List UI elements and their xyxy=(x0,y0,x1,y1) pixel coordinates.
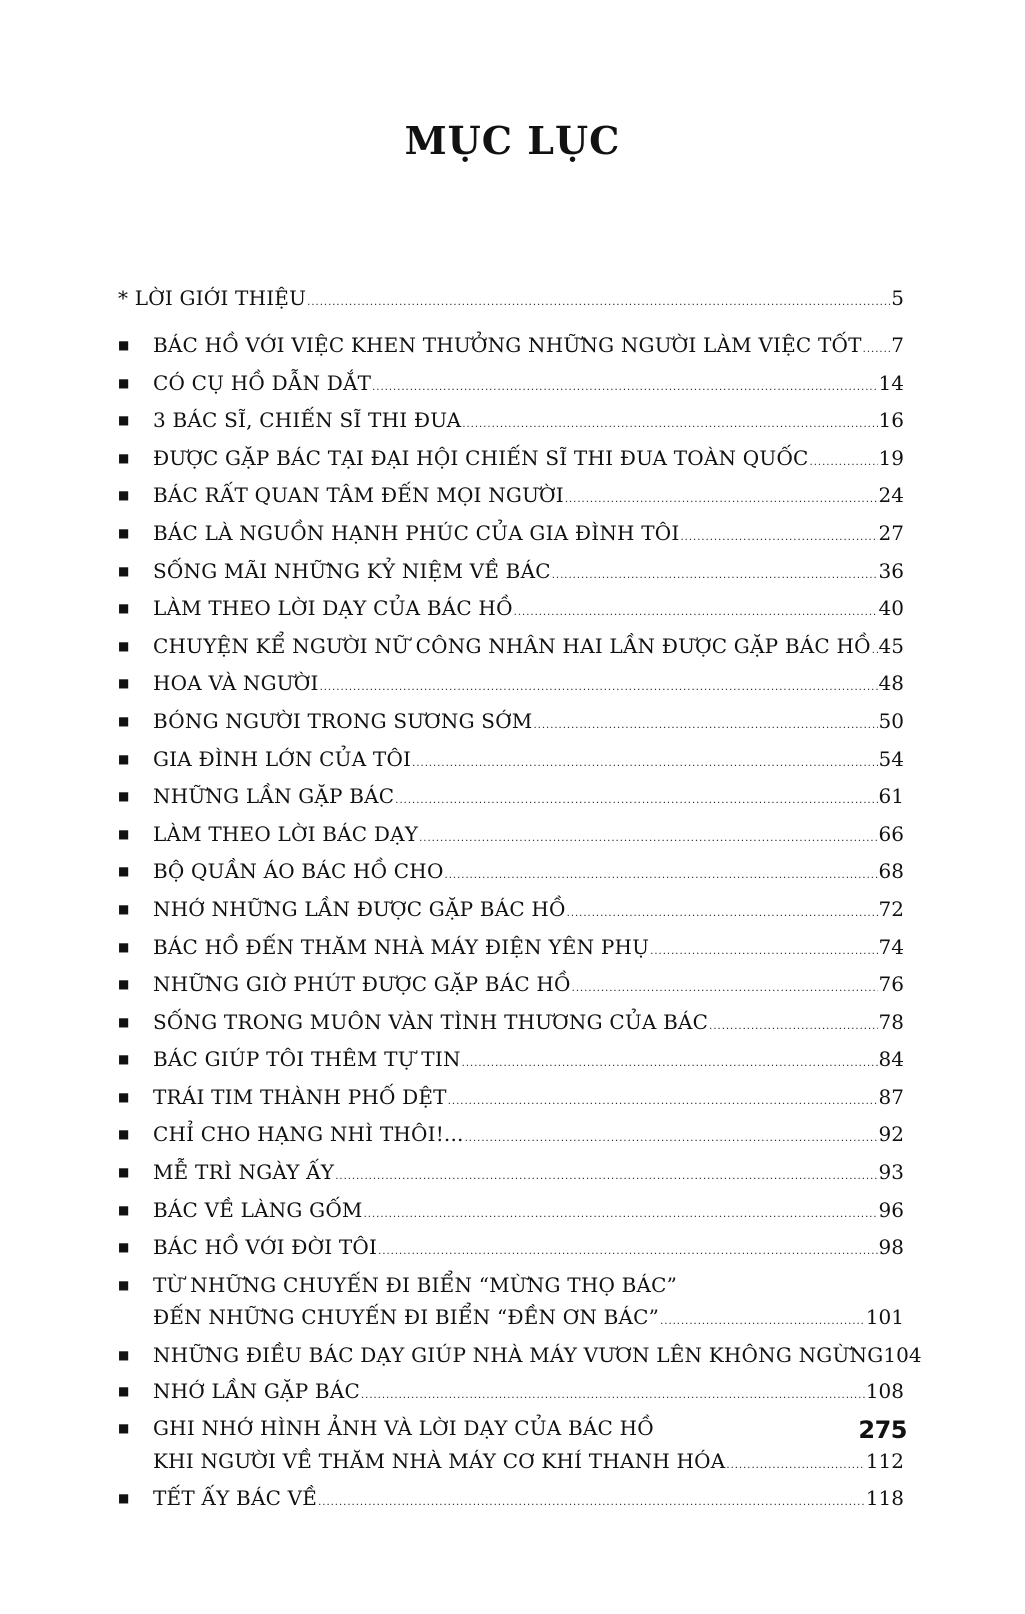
toc-entry-title: HOA VÀ NGƯỜI xyxy=(153,671,319,696)
toc-entry-line xyxy=(153,667,904,705)
toc-entry xyxy=(118,1412,904,1482)
toc-entry-body xyxy=(153,1375,904,1413)
toc-entry-line xyxy=(153,1118,904,1156)
toc-entry-title: TRÁI TIM THÀNH PHỐ DỆT xyxy=(153,1084,447,1109)
dot-leader xyxy=(462,409,877,442)
square-bullet-icon: ■ xyxy=(118,1052,130,1067)
toc-entry-title: MỄ TRÌ NGÀY ẤY xyxy=(153,1160,335,1185)
toc-entry-page: 76 xyxy=(878,972,904,997)
toc-entry-body xyxy=(153,1412,904,1482)
dot-leader xyxy=(650,936,877,969)
dot-leader xyxy=(565,484,878,517)
toc-entry xyxy=(118,442,904,480)
toc-entry-body xyxy=(153,555,904,593)
toc-entry-body xyxy=(153,442,904,480)
toc-entry-page: 87 xyxy=(878,1084,904,1109)
square-bullet-icon: ■ xyxy=(118,375,130,390)
toc-entry-page: 27 xyxy=(878,520,904,545)
toc-entry-page: 108 xyxy=(865,1378,904,1403)
toc-entry-page: 78 xyxy=(878,1009,904,1034)
toc-entry-title: BÁC HỒ VỚI ĐỜI TÔI xyxy=(153,1235,378,1260)
toc-entry-page: 101 xyxy=(865,1305,904,1330)
square-bullet-icon: ■ xyxy=(118,1202,130,1217)
toc-entry-title: LÀM THEO LỜI DẠY CỦA BÁC HỒ xyxy=(153,596,513,621)
toc-entry-title: TẾT ẤY BÁC VỀ xyxy=(153,1486,318,1511)
square-bullet-icon: ■ xyxy=(118,939,130,954)
toc-entry-title: CÓ CỤ HỒ DẪN DẮT xyxy=(153,370,372,395)
toc-entry-title: NHỮNG GIỜ PHÚT ĐƯỢC GẶP BÁC HỒ xyxy=(153,972,571,997)
toc-entry-line xyxy=(153,1482,904,1520)
square-bullet-icon: ■ xyxy=(118,1089,130,1104)
toc-entry xyxy=(118,1231,904,1269)
dot-leader xyxy=(660,1306,865,1339)
dot-leader xyxy=(372,372,877,405)
toc-entry-title: NHỮNG LẦN GẶP BÁC xyxy=(153,784,395,809)
toc-entry-title: BÁC HỒ VỚI VIỆC KHEN THƯỞNG NHỮNG NGƯỜI LÀM VIỆC TỐT xyxy=(153,333,862,357)
dot-leader xyxy=(514,597,878,630)
toc-entry-page: 5 xyxy=(891,286,904,310)
toc-entry-body xyxy=(153,630,904,668)
toc-entry-page: 54 xyxy=(878,746,904,771)
toc-entry-line xyxy=(153,743,904,781)
toc-entry-page: 118 xyxy=(865,1486,904,1511)
toc-entry-line xyxy=(153,818,904,856)
square-bullet-icon: ■ xyxy=(118,789,130,804)
square-bullet-icon: ■ xyxy=(118,713,130,728)
toc-entry-line xyxy=(153,1081,904,1119)
dot-leader xyxy=(810,447,878,480)
page-title: MỤC LỤC xyxy=(404,118,621,163)
toc-entry xyxy=(118,893,904,931)
dot-leader xyxy=(567,898,878,931)
dot-leader xyxy=(318,1487,865,1520)
toc-entry xyxy=(118,592,904,630)
toc-entry-body xyxy=(153,893,904,931)
toc-entry-title: BỘ QUẦN ÁO BÁC HỒ CHO xyxy=(153,859,444,884)
toc-entry-page: 96 xyxy=(878,1197,904,1222)
square-bullet-icon: ■ xyxy=(118,1277,130,1292)
toc-entry-line xyxy=(153,893,904,931)
toc-entry xyxy=(118,630,904,668)
toc-entry xyxy=(118,517,904,555)
square-bullet-icon: ■ xyxy=(118,751,130,766)
toc-entry-title: BÓNG NGƯỜI TRONG SƯƠNG SỚM xyxy=(153,708,533,733)
toc-entry xyxy=(118,818,904,856)
dot-leader xyxy=(448,1086,878,1119)
dot-leader xyxy=(462,1048,878,1081)
dot-leader xyxy=(863,334,891,367)
toc-entry-line xyxy=(153,404,904,442)
toc-entry-page: 98 xyxy=(878,1235,904,1260)
square-bullet-icon: ■ xyxy=(118,1240,130,1255)
toc-entry xyxy=(118,367,904,405)
toc-entry-title: NHỚ NHỮNG LẦN ĐƯỢC GẶP BÁC HỒ xyxy=(153,896,566,921)
toc-entry xyxy=(118,1156,904,1194)
square-bullet-icon: ■ xyxy=(118,1127,130,1142)
toc-entry-page: 112 xyxy=(865,1448,904,1473)
toc-entry-line xyxy=(153,517,904,555)
toc-entry-body xyxy=(153,743,904,781)
toc-entry-page: 61 xyxy=(878,784,904,809)
toc-intro-entry xyxy=(118,282,904,319)
toc-entry xyxy=(118,479,904,517)
square-bullet-icon: ■ xyxy=(118,826,130,841)
toc-entry-line xyxy=(153,367,904,405)
toc-entry-body xyxy=(153,517,904,555)
dot-leader xyxy=(552,560,878,593)
square-bullet-icon: ■ xyxy=(118,525,130,540)
toc-entry-line xyxy=(153,442,904,480)
toc-entry-line xyxy=(153,855,904,893)
toc-entry-page: 45 xyxy=(878,633,904,658)
toc-entry-title: BÁC RẤT QUAN TÂM ĐẾN MỌI NGƯỜI xyxy=(153,483,564,508)
toc-entry-line xyxy=(153,1043,904,1081)
toc-entry-body xyxy=(153,931,904,969)
square-bullet-icon: ■ xyxy=(118,450,130,465)
toc-entry-title: CHUYỆN KỂ NGƯỜI NỮ CÔNG NHÂN HAI LẦN ĐƯỢC GẶP BÁC HỒ xyxy=(153,633,871,658)
toc-entry-body xyxy=(153,329,904,367)
toc-entry-body xyxy=(153,1081,904,1119)
toc-entry xyxy=(118,705,904,743)
toc-entry-title: NHỮNG ĐIỀU BÁC DẠY GIÚP NHÀ MÁY VƯƠN LÊN KHÔNG NGỪNG xyxy=(153,1343,884,1368)
toc-entry xyxy=(118,1043,904,1081)
toc-entry-line xyxy=(153,1375,904,1413)
toc-entry xyxy=(118,1118,904,1156)
toc-entry-body xyxy=(153,1194,904,1232)
toc-entry-body xyxy=(153,667,904,705)
square-bullet-icon: ■ xyxy=(118,1383,130,1398)
toc-entry-line xyxy=(153,329,904,367)
dot-leader xyxy=(445,860,878,893)
toc-entry-page: 24 xyxy=(878,483,904,508)
square-bullet-icon: ■ xyxy=(118,601,130,616)
toc-entry-line xyxy=(153,1301,904,1339)
toc-entry-title: BÁC GIÚP TÔI THÊM TỰ TIN xyxy=(153,1047,461,1072)
toc-entry-title: KHI NGƯỜI VỀ THĂM NHÀ MÁY CƠ KHÍ THANH HÓA xyxy=(153,1448,726,1473)
dot-leader xyxy=(419,823,877,856)
toc-entry-page: 16 xyxy=(878,408,904,433)
toc-entry-body xyxy=(153,1482,904,1520)
dot-leader xyxy=(412,748,877,781)
toc-entry-line xyxy=(153,1412,904,1445)
square-bullet-icon: ■ xyxy=(118,1165,130,1180)
toc-entry-line xyxy=(153,1006,904,1044)
toc-entry xyxy=(118,855,904,893)
dot-leader xyxy=(572,973,878,1006)
toc-list xyxy=(118,329,922,1520)
toc-entry xyxy=(118,1375,904,1413)
toc-entry-title: * LỜI GIỚI THIỆU xyxy=(118,286,307,310)
toc-entry-line xyxy=(153,1231,904,1269)
toc-entry xyxy=(118,1081,904,1119)
square-bullet-icon: ■ xyxy=(118,1014,130,1029)
toc-entry-page: 93 xyxy=(878,1160,904,1185)
square-bullet-icon: ■ xyxy=(118,413,130,428)
square-bullet-icon: ■ xyxy=(118,563,130,578)
toc-entry-body xyxy=(153,705,904,743)
toc-entry-line xyxy=(153,1339,922,1372)
toc-entry-page: 50 xyxy=(878,708,904,733)
toc-entry-page: 68 xyxy=(878,859,904,884)
toc-entry-title: GIA ĐÌNH LỚN CỦA TÔI xyxy=(153,746,412,771)
toc-entry xyxy=(118,555,904,593)
toc-entry-title: NHỚ LẦN GẶP BÁC xyxy=(153,1378,360,1403)
toc-entry-page: 36 xyxy=(878,558,904,583)
dot-leader xyxy=(307,287,890,319)
dot-leader xyxy=(726,1450,864,1483)
toc-entry-line xyxy=(153,931,904,969)
dot-leader xyxy=(680,522,877,555)
dot-leader xyxy=(533,710,877,743)
toc-entry-page: 92 xyxy=(878,1122,904,1147)
toc-entry-body xyxy=(153,1269,904,1339)
toc-entry xyxy=(118,329,904,367)
square-bullet-icon: ■ xyxy=(118,488,130,503)
square-bullet-icon: ■ xyxy=(118,1348,130,1363)
toc-entry-body xyxy=(153,818,904,856)
dot-leader xyxy=(378,1236,877,1269)
square-bullet-icon: ■ xyxy=(118,638,130,653)
toc-entry-body xyxy=(153,1231,904,1269)
toc-entry-body xyxy=(153,479,904,517)
toc-entry-page: 104 xyxy=(883,1343,922,1368)
toc-entry-line xyxy=(153,479,904,517)
toc-entry xyxy=(118,931,904,969)
square-bullet-icon: ■ xyxy=(118,338,130,352)
dot-leader xyxy=(364,1199,878,1232)
toc-entry-line xyxy=(153,780,904,818)
toc-entry-body xyxy=(153,592,904,630)
dot-leader xyxy=(335,1161,877,1194)
toc-entry-title: SỐNG MÃI NHỮNG KỶ NIỆM VỀ BÁC xyxy=(153,558,551,583)
toc-entry xyxy=(118,780,904,818)
toc-entry-page: 7 xyxy=(891,333,904,357)
dot-leader xyxy=(361,1380,865,1413)
toc-entry-title: GHI NHỚ HÌNH ẢNH VÀ LỜI DẠY CỦA BÁC HỒ xyxy=(153,1416,654,1441)
toc-entry-title: LÀM THEO LỜI BÁC DẠY xyxy=(153,821,419,846)
toc-entry-body xyxy=(153,1043,904,1081)
toc-entry-line xyxy=(153,592,904,630)
toc-entry-title: CHỈ CHO HẠNG NHÌ THÔI!... xyxy=(153,1122,464,1147)
toc-entry-body xyxy=(153,780,904,818)
toc-entry xyxy=(118,1339,922,1375)
toc-entry-body xyxy=(153,968,904,1006)
toc-entry-title: BÁC HỒ ĐẾN THĂM NHÀ MÁY ĐIỆN YÊN PHỤ xyxy=(153,934,650,959)
toc-entry-body xyxy=(153,367,904,405)
toc-entry-page: 14 xyxy=(878,370,904,395)
toc-entry-line xyxy=(153,1445,904,1483)
toc-entry-body xyxy=(153,1006,904,1044)
dot-leader xyxy=(395,785,877,818)
toc-entry-page: 19 xyxy=(878,445,904,470)
toc-entry xyxy=(118,1482,904,1520)
toc-entry-title: BÁC LÀ NGUỒN HẠNH PHÚC CỦA GIA ĐÌNH TÔI xyxy=(153,520,680,545)
toc-entry xyxy=(118,404,904,442)
square-bullet-icon: ■ xyxy=(118,901,130,916)
toc-entry-line xyxy=(153,1156,904,1194)
toc-entry xyxy=(118,968,904,1006)
toc-entry-line xyxy=(153,705,904,743)
toc-entry-title: TỪ NHỮNG CHUYẾN ĐI BIỂN “MỪNG THỌ BÁC” xyxy=(153,1272,678,1297)
table-of-contents xyxy=(118,282,922,1520)
toc-entry-page: 48 xyxy=(878,671,904,696)
toc-entry xyxy=(118,743,904,781)
toc-entry-page: 72 xyxy=(878,896,904,921)
toc-entry-page: 40 xyxy=(878,596,904,621)
toc-entry-body xyxy=(153,404,904,442)
page-number: 275 xyxy=(858,1416,907,1444)
square-bullet-icon: ■ xyxy=(118,1491,130,1506)
square-bullet-icon: ■ xyxy=(118,1421,130,1436)
toc-entry-body xyxy=(153,1156,904,1194)
toc-entry-line xyxy=(153,555,904,593)
toc-entry-body xyxy=(153,1118,904,1156)
toc-entry-title: SỐNG TRONG MUÔN VÀN TÌNH THƯƠNG CỦA BÁC xyxy=(153,1009,709,1034)
toc-entry-title: 3 BÁC SĨ, CHIẾN SĨ THI ĐUA xyxy=(153,408,462,433)
square-bullet-icon: ■ xyxy=(118,864,130,879)
toc-entry-line xyxy=(153,1194,904,1232)
square-bullet-icon: ■ xyxy=(118,676,130,691)
toc-entry-line xyxy=(153,968,904,1006)
dot-leader xyxy=(709,1011,877,1044)
toc-entry-page: 66 xyxy=(878,821,904,846)
toc-entry xyxy=(118,667,904,705)
toc-entry xyxy=(118,1194,904,1232)
toc-entry xyxy=(118,1269,904,1339)
toc-entry-line xyxy=(153,630,904,668)
toc-entry-body xyxy=(153,1339,922,1372)
dot-leader xyxy=(465,1123,878,1156)
toc-entry-title: ĐẾN NHỮNG CHUYẾN ĐI BIỂN “ĐỀN ƠN BÁC” xyxy=(153,1305,660,1330)
toc-entry-title: BÁC VỀ LÀNG GỐM xyxy=(153,1197,363,1222)
toc-entry-page: 84 xyxy=(878,1047,904,1072)
dot-leader xyxy=(320,672,878,705)
toc-entry-page: 74 xyxy=(878,934,904,959)
toc-entry xyxy=(118,1006,904,1044)
toc-entry-line xyxy=(153,1269,904,1302)
toc-entry-body xyxy=(153,855,904,893)
dot-leader xyxy=(872,635,878,668)
square-bullet-icon: ■ xyxy=(118,977,130,992)
toc-entry-title: ĐƯỢC GẶP BÁC TẠI ĐẠI HỘI CHIẾN SĨ THI ĐUA TOÀN QUỐC xyxy=(153,445,809,470)
